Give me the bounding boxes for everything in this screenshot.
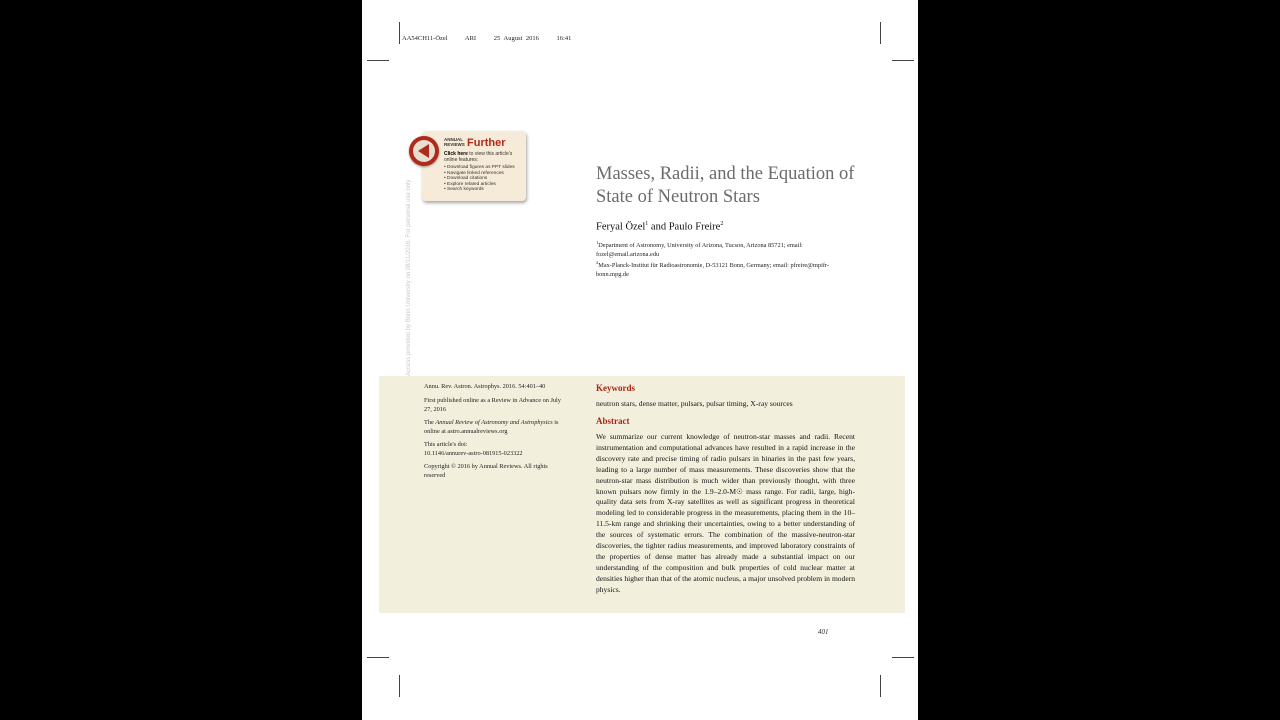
crop-mark (367, 657, 389, 658)
keywords-text: neutron stars, dense matter, pulsars, pulsar timing, X-ray sources (596, 399, 793, 408)
keywords-heading: Keywords (596, 383, 635, 393)
header-date: 25 August 2016 (493, 35, 539, 42)
further-feature-list (444, 165, 515, 193)
further-box[interactable] (422, 131, 526, 201)
access-watermark: Access provided by Bonn University on 08/11/2016. For personal use only. (406, 178, 412, 376)
doi-link[interactable]: 10.1146/annurev-astro-081915-023322 (424, 449, 523, 457)
further-item-ppt[interactable]: • Download figures as PPT slides (444, 165, 515, 171)
journal-note: The Annual Review of Astronomy and Astrophysics is online at astro.annualreviews.org (424, 419, 559, 435)
further-item-references[interactable]: • Navigate linked references (444, 171, 515, 177)
affiliation-1: $^1$Department of Astronomy, University of Arizona, Tucson, Arizona 85721; email: fozel@email.arizona.edu (596, 240, 803, 258)
crop-mark (367, 60, 389, 61)
abstract-heading: Abstract (596, 416, 630, 426)
affiliation-2: $^2$Max-Planck-Institut für Radioastronomie, D-53121 Bonn, Germany; email: pfreire@mpifr-bonn.mpg.de (596, 260, 829, 278)
further-click-here-link[interactable]: Click here (444, 151, 468, 157)
citation: Annu. Rev. Astron. Astrophys. 2016. 54:401–40 (424, 383, 546, 390)
crop-mark (880, 22, 881, 44)
header-article-id: AA54CH11-Özel (402, 35, 448, 42)
further-item-keywords[interactable]: • Search keywords (444, 187, 515, 193)
further-item-citations[interactable]: • Download citations (444, 176, 515, 182)
crop-mark (880, 675, 881, 697)
paper-page (362, 0, 918, 720)
author-name: Feryal Özel (596, 221, 646, 233)
crop-mark (892, 60, 914, 61)
author-line: Feryal Özel$^1$ and Paulo Freire$^2$ (596, 221, 724, 233)
print-header (402, 35, 585, 42)
header-time: 16:41 (556, 35, 572, 42)
copyright: Copyright © 2016 by Annual Reviews. All rights reserved (424, 463, 548, 479)
crop-mark (399, 22, 400, 44)
author-name: Paulo Freire (668, 221, 721, 233)
annual-reviews-logo: ANNUAL REVIEWS (444, 137, 465, 147)
further-play-icon[interactable] (409, 136, 439, 166)
publication-date: First published online as a Review in Advance on July 27, 2016 (424, 397, 561, 413)
further-title: Further (467, 137, 506, 149)
doi-label: This article's doi: (424, 441, 468, 448)
abstract-text: We summarize our current knowledge of neutron-star masses and radii. Recent instrumentation and computational advances have resulted in a rapid increase in the discovery rate and precise timing of radio pulsars in binaries in the past few years, leading to a large number of mass measurements. These discoveries show that the neutron-star mass distribution is much wider than previously thought, with three known pulsars now firmly in the 1.9–2.0-M☉ mass range. For radii, large, high-quality data sets from X-ray satellites as well as significant progress in theoretical modeling led to considerable progress in the measurements, placing them in the 10–11.5-km range and shrinking their uncertainties, owing to a better understanding of the sources of systematic errors. The combination of the massive-neutron-star discoveries, the tighter radius measurements, and improved laboratory constraints of the properties of dense matter has already made a substantial impact on our understanding of the composition and bulk properties of cold nuclear matter at densities higher than that of the atomic nucleus, a major unsolved problem in modern physics. (596, 432, 855, 594)
header-journal: ARI (464, 35, 477, 42)
further-item-related[interactable]: • Explore related articles (444, 182, 515, 188)
crop-mark (399, 675, 400, 697)
crop-mark (892, 657, 914, 658)
article-title: Masses, Radii, and the Equation of State of Neutron Stars (596, 164, 855, 207)
further-intro: Click here to view this article's online features: (444, 151, 513, 163)
page-number: 401 (818, 628, 829, 636)
